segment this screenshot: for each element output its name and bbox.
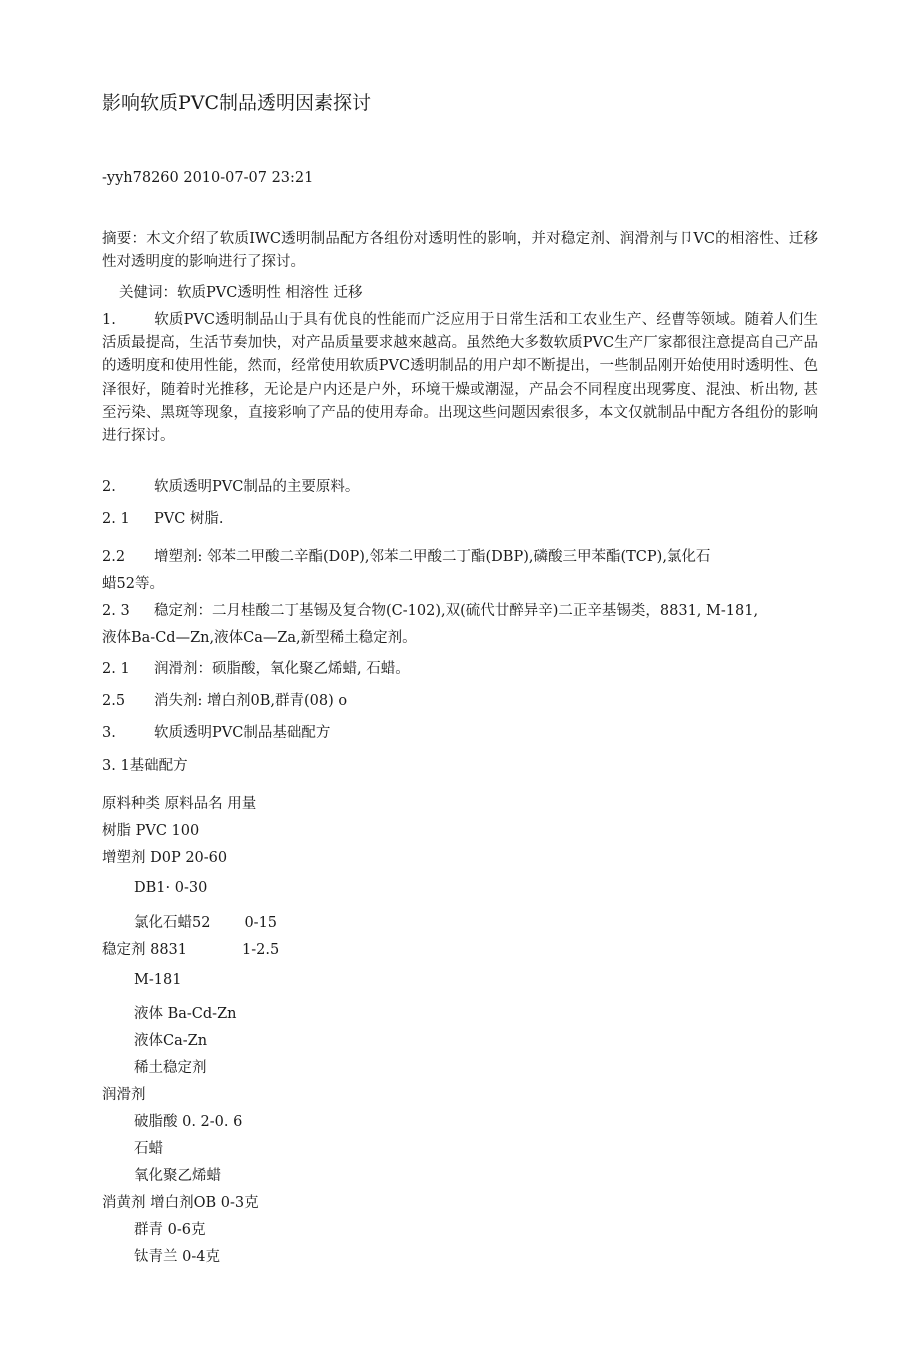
stabilizer-name: 稳定剂 8831 — [102, 942, 188, 958]
section-2-2 — [102, 547, 710, 567]
table-row-liquid-bacdzn: 液体 Ba-Cd-Zn — [134, 1006, 237, 1022]
table-row-paraffin — [102, 913, 277, 933]
section-2-text: 软质透明PVC制品的主要原料。 — [154, 479, 360, 495]
table-row-stabilizer — [102, 940, 279, 960]
document-title: 影响软质PVC制品透明因素探讨 — [102, 92, 372, 114]
table-row-resin: 树脂 PVC 100 — [102, 823, 200, 839]
section-1 — [102, 309, 818, 448]
section-2-5 — [102, 691, 347, 711]
section-3-number: 3. — [102, 725, 116, 741]
section-3-text: 软质透明PVC制品基础配方 — [154, 725, 331, 741]
byline: -yyh78260 2010-07-07 23:21 — [102, 170, 314, 186]
section-2-4-number: 2. 1 — [102, 661, 130, 677]
section-2-2-cont: 蜡52等。 — [102, 576, 164, 592]
section-2-2-text: 增塑剂: 邻苯二甲酸二辛酯(D0P),邻苯二甲酸二丁酯(DBP),磷酸三甲苯酯(TCP),氯化石 — [154, 549, 711, 565]
table-row-ti-blue: 钛青兰 0-4克 — [134, 1249, 220, 1265]
section-2-3-cont: 液体Ba-Cd—Zn,液体Ca—Za,新型稀土稳定剂。 — [102, 630, 417, 646]
table-row-yellow-remover: 消黄剂 增白剂OB 0-3克 — [102, 1195, 259, 1211]
section-1-number: 1. — [102, 312, 116, 328]
table-row-lubricant: 润滑剂 — [102, 1087, 146, 1103]
section-2 — [102, 477, 359, 497]
paraffin-name: 氯化石蜡52 — [134, 915, 211, 931]
section-3-1: 3. 1基础配方 — [102, 758, 188, 774]
table-row-stearic: 破脂酸 0. 2-0. 6 — [134, 1114, 243, 1130]
abstract: 摘要：木文介绍了软质IWC透明制品配方各组份对透明性的影响，并对稳定剂、润滑剂与卩VC的相溶性、迁移性对透明度的影响进行了探讨。 — [102, 231, 818, 271]
section-2-3-number: 2. 3 — [102, 603, 130, 619]
section-2-5-number: 2.5 — [102, 693, 126, 709]
table-row-wax: 石蜡 — [134, 1141, 163, 1157]
stabilizer-amount: 1-2.5 — [242, 942, 280, 958]
table-row-rare-earth: 稀土稳定剂 — [134, 1060, 207, 1076]
table-row-liquid-cazn: 液体Ca-Zn — [134, 1033, 208, 1049]
table-header: 原料种类 原料品名 用量 — [102, 796, 257, 812]
table-row-ultramarine: 群青 0-6克 — [134, 1222, 206, 1238]
section-2-1-text: PVC 树脂. — [154, 511, 224, 527]
section-2-2-number: 2.2 — [102, 549, 126, 565]
section-2-4 — [102, 659, 410, 679]
section-3 — [102, 723, 330, 743]
section-2-5-text: 消失剂: 增白剂0B,群青(08) o — [154, 693, 348, 709]
section-2-1 — [102, 509, 224, 529]
section-2-3-text: 稳定剂：二月桂酸二丁基锡及复合物(C-102),双(硫代廿醉异辛)二正辛基锡类，8831, M-181, — [154, 603, 759, 619]
keywords: 关健词：软质PVC透明性 相溶性 迁移 — [119, 285, 363, 301]
section-1-text: 软质PVC透明制品山于具有优良的性能而广泛应用于日常生活和工农业生产、经曹等领域。随着人们生活质最提高，生活节奏加快，对产品质量要求越來越高。虽然绝大多数软质PVC生产厂家都很注意提高自己产品的透明度和使用性能，然而，经常使用软质PVC透明制品的用户却不断提出，一些制品刚开始使用时透明性、色泽很好，随着时光推移，无论是户内还是户外，环境干燥或潮湿，产品会不同程度出现雾度、混浊、析出物, 甚至污染、黑斑等现象，直接彩响了产品的使用寿命。出现这些问题因索很多，本文仅就制品中配方各组份的影响进行探讨。 — [102, 312, 818, 445]
paraffin-amount: 0-15 — [244, 915, 278, 931]
table-row-pe-wax: 氧化聚乙烯蜡 — [134, 1168, 221, 1184]
section-2-4-text: 润滑剂：硕脂酸，氧化聚乙烯蜡, 石蜡。 — [154, 661, 410, 677]
section-2-1-number: 2. 1 — [102, 511, 130, 527]
table-row-plasticizer: 增塑剂 D0P 20-60 — [102, 850, 228, 866]
section-2-3 — [102, 601, 758, 621]
table-row-m181: M-181 — [134, 972, 182, 988]
table-row-dbp: DB1· 0-30 — [134, 880, 208, 896]
section-2-number: 2. — [102, 479, 116, 495]
